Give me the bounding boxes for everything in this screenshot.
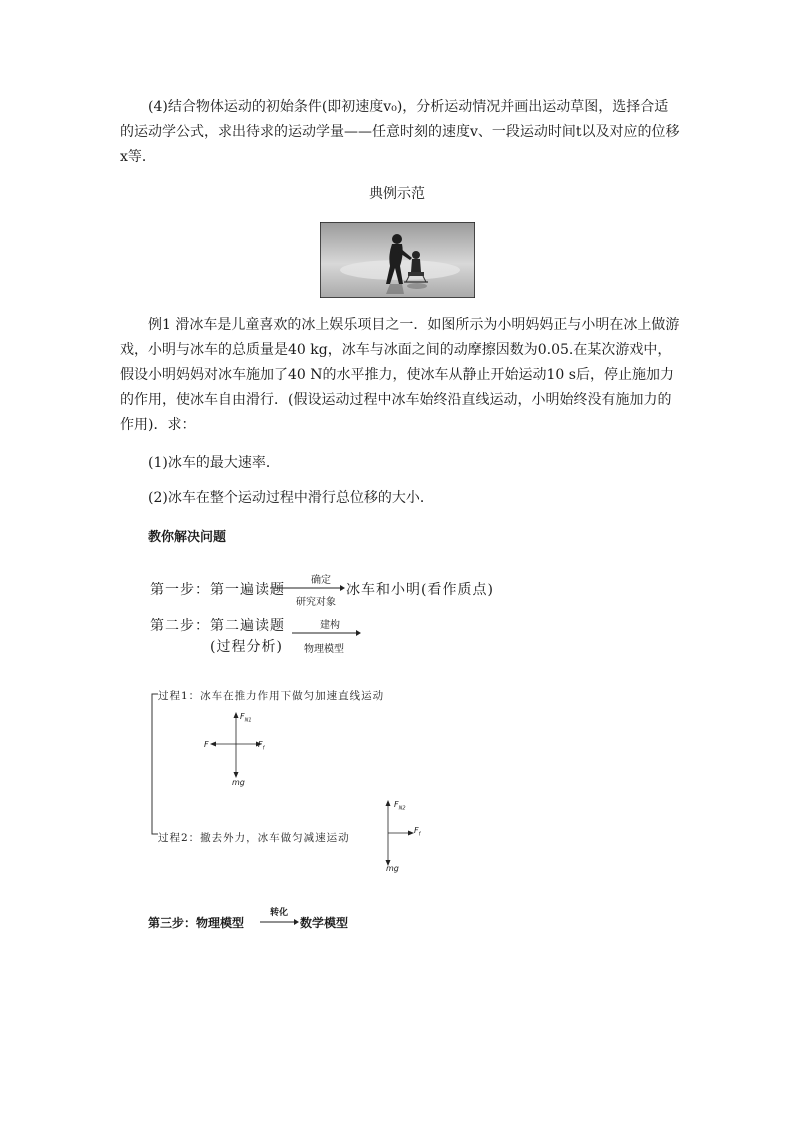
step2-arrow [292,629,362,637]
step1-lead: 第一步：第一遍读题 [150,582,285,598]
ice-photo [320,222,475,298]
fbd2-mg-label: mg [386,864,399,873]
process-bracket [148,688,160,840]
step1-arrow-bottom: 研究对象 [296,597,336,608]
step3-arrow-top: 转化 [270,908,289,918]
step1-arrow [270,584,346,592]
step3-arrow [260,918,300,926]
fbd1-mg-label: mg [232,778,245,787]
step2-arrow-bottom: 物理模型 [304,644,344,655]
step3-lead: 第三步：物理模型 [148,916,245,930]
step2-line2: (过程分析) [210,639,283,655]
step1-result: 冰车和小明(看作质点) [346,582,494,598]
example-paragraph: 例1 滑冰车是儿童喜欢的冰上娱乐项目之一．如图所示为小明妈妈正与小明在冰上做游戏，小明与冰车的总质量是40 kg，冰车与冰面之间的动摩擦因数为0.05.在某次游戏中，假设小明妈妈对冰车施加了40 N的水平推力，使冰车从静止开始运动10 s后，停止施加力的作用，使冰车自由滑行．(假设运动过程中冰车始终沿直线运动，小明始终没有施加力的作用)．求： [120,317,680,433]
question-2: (2)冰车在整个运动过程中滑行总位移的大小． [148,490,434,506]
step2-line1: 第二步：第二遍读题 [150,618,285,634]
intro-paragraph: (4)结合物体运动的初始条件(即初速度v₀)，分析运动情况并画出运动草图，选择合适的运动学公式，求出待求的运动学量——任意时刻的速度v、一段运动时间t以及对应的位移x等． [120,99,680,165]
fbd1-ff-label: $F_f$ [258,740,265,752]
fbd2-ff-label: $F_f$ [414,826,421,838]
fbd1-f-label: F [204,740,209,749]
step1-arrow-top: 确定 [311,575,331,586]
fbd2-fn-label: $F_{N2}$ [394,800,406,812]
howto-heading: 教你解决问题 [148,530,227,545]
step2-arrow-top: 建构 [320,620,340,631]
step3-result: 数学模型 [300,916,349,930]
section-title: 典例示范 [369,186,425,202]
process-2: 过程2：撤去外力，冰车做匀减速运动 [158,832,350,844]
question-1: (1)冰车的最大速率． [148,455,280,471]
process-1: 过程1：冰车在推力作用下做匀加速直线运动 [158,690,385,702]
fbd1-fn-label: $F_{N1}$ [240,712,252,724]
